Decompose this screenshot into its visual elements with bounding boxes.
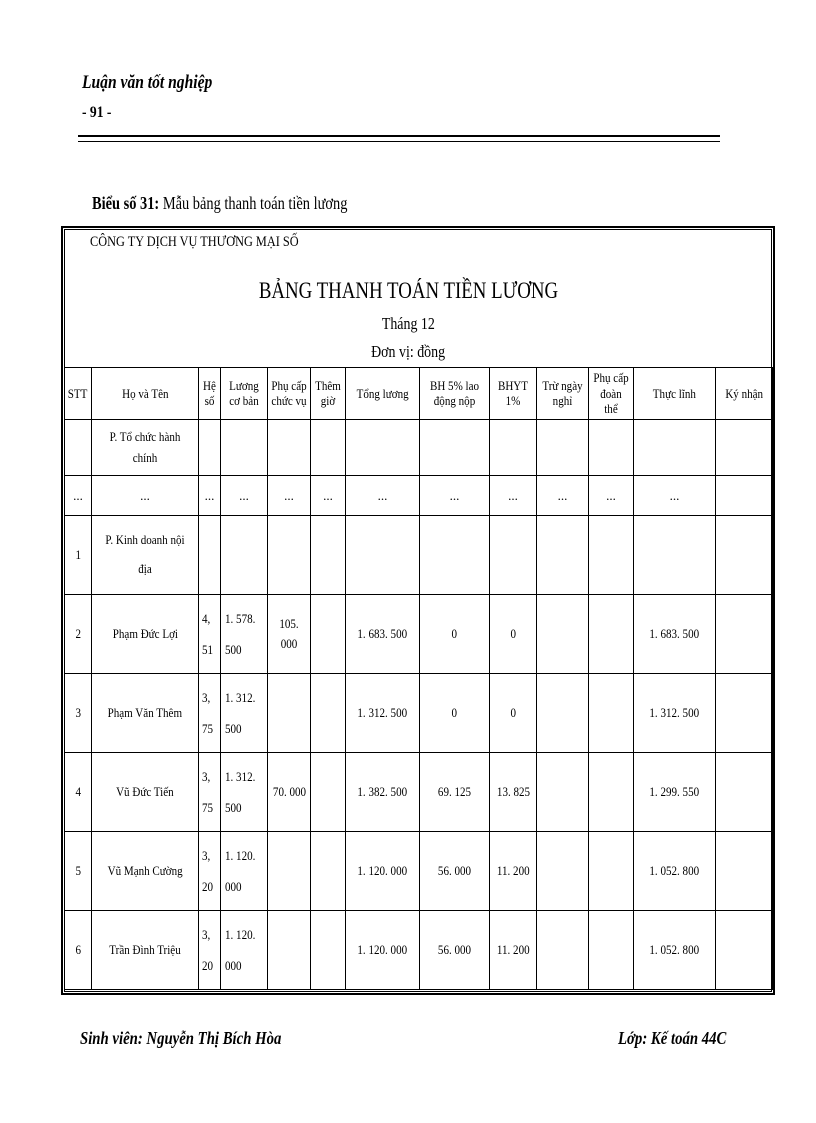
ellipsis-cell: ... (346, 476, 420, 516)
row-overtime (311, 595, 346, 674)
company-name: CÔNG TY DỊCH VỤ THƯƠNG MẠI SỐ (90, 234, 299, 250)
row-social-insurance: 69. 125 (420, 753, 490, 832)
table-row (65, 753, 773, 832)
row-social-insurance: 56. 000 (420, 911, 490, 990)
row-health-insurance: 13. 825 (490, 753, 537, 832)
row-leave-deduction (537, 832, 589, 911)
col-header: Tổng lương (346, 368, 420, 420)
form-month (0, 314, 816, 334)
row-leave-deduction (537, 911, 589, 990)
payroll-table (64, 367, 773, 990)
row-health-insurance: 0 (490, 595, 537, 674)
ellipsis-cell: ... (199, 476, 221, 516)
row-coefficient: 3, 75 (199, 753, 221, 832)
row-stt: 6 (65, 911, 92, 990)
document-header-title: Luận văn tốt nghiệp (82, 72, 213, 93)
row-coefficient: 4, 51 (199, 595, 221, 674)
row-coefficient: 3, 20 (199, 911, 221, 990)
col-header: Hệ số (199, 368, 221, 420)
row-social-insurance: 0 (420, 595, 490, 674)
header-rule-thin (78, 141, 720, 142)
page-number: - 91 - (82, 104, 112, 121)
group-stt: 1 (65, 516, 92, 595)
ellipsis-cell: ... (537, 476, 589, 516)
row-net-pay: 1. 299. 550 (634, 753, 716, 832)
ellipsis-cell: ... (589, 476, 634, 516)
row-union-allowance (589, 753, 634, 832)
row-name: Phạm Văn Thêm (92, 674, 199, 753)
row-leave-deduction (537, 674, 589, 753)
ellipsis-cell: ... (634, 476, 716, 516)
row-name: Vũ Đức Tiến (92, 753, 199, 832)
row-position-allowance: 105. 000 (268, 595, 311, 674)
row-union-allowance (589, 832, 634, 911)
col-header: BHYT 1% (490, 368, 537, 420)
row-stt: 2 (65, 595, 92, 674)
row-coefficient: 3, 20 (199, 832, 221, 911)
row-total-salary: 1. 120. 000 (346, 832, 420, 911)
form-title-text: BẢNG THANH TOÁN TIỀN LƯƠNG (258, 278, 558, 303)
row-health-insurance: 11. 200 (490, 911, 537, 990)
col-header: Thêm giờ (311, 368, 346, 420)
row-overtime (311, 753, 346, 832)
ellipsis-cell: ... (92, 476, 199, 516)
col-header: Thực lĩnh (634, 368, 716, 420)
currency-unit (0, 342, 816, 362)
row-total-salary: 1. 312. 500 (346, 674, 420, 753)
row-total-salary: 1. 120. 000 (346, 911, 420, 990)
ellipsis-cell: ... (268, 476, 311, 516)
row-overtime (311, 674, 346, 753)
row-union-allowance (589, 911, 634, 990)
row-net-pay: 1. 683. 500 (634, 595, 716, 674)
table-row (65, 595, 773, 674)
col-header: Trừ ngày nghỉ (537, 368, 589, 420)
row-overtime (311, 911, 346, 990)
row-name: Trần Đình Triệu (92, 911, 199, 990)
group-row-admin (65, 420, 773, 476)
row-name: Vũ Mạnh Cường (92, 832, 199, 911)
row-coefficient: 3, 75 (199, 674, 221, 753)
table-row (65, 832, 773, 911)
col-header: Phụ cấp đoàn thể (589, 368, 634, 420)
group-row-sales (65, 516, 773, 595)
row-signature (716, 595, 773, 674)
group-label: P. Tổ chức hành chính (92, 420, 199, 476)
currency-unit-text: Đơn vị: đồng (371, 342, 445, 361)
row-union-allowance (589, 674, 634, 753)
row-stt: 4 (65, 753, 92, 832)
row-signature (716, 911, 773, 990)
row-total-salary: 1. 382. 500 (346, 753, 420, 832)
row-stt: 3 (65, 674, 92, 753)
row-base-salary: 1. 312. 500 (221, 753, 268, 832)
row-base-salary: 1. 312. 500 (221, 674, 268, 753)
row-position-allowance (268, 832, 311, 911)
table-row (65, 674, 773, 753)
ellipsis-cell: ... (65, 476, 92, 516)
row-signature (716, 832, 773, 911)
row-net-pay: 1. 052. 800 (634, 911, 716, 990)
row-position-allowance: 70. 000 (268, 753, 311, 832)
ellipsis-cell: ... (221, 476, 268, 516)
ellipsis-cell: ... (311, 476, 346, 516)
row-net-pay: 1. 052. 800 (634, 832, 716, 911)
row-social-insurance: 0 (420, 674, 490, 753)
row-overtime (311, 832, 346, 911)
footer-class: Lớp: Kế toán 44C (618, 1028, 727, 1048)
row-name: Phạm Đức Lợi (92, 595, 199, 674)
table-header-row (65, 368, 773, 420)
header-rule-thick (78, 135, 720, 137)
col-header: Phụ cấp chức vụ (268, 368, 311, 420)
employee-rows (65, 595, 773, 990)
footer-student: Sinh viên: Nguyễn Thị Bích Hòa (80, 1028, 282, 1048)
row-health-insurance: 11. 200 (490, 832, 537, 911)
row-base-salary: 1. 120. 000 (221, 911, 268, 990)
row-net-pay: 1. 312. 500 (634, 674, 716, 753)
figure-caption (92, 193, 347, 214)
form-title (0, 278, 816, 304)
col-header: Lương cơ bản (221, 368, 268, 420)
row-total-salary: 1. 683. 500 (346, 595, 420, 674)
col-header: Họ và Tên (92, 368, 199, 420)
col-header: BH 5% lao động nộp (420, 368, 490, 420)
ellipsis-cell: ... (420, 476, 490, 516)
form-month-text: Tháng 12 (381, 314, 435, 333)
row-stt: 5 (65, 832, 92, 911)
row-leave-deduction (537, 595, 589, 674)
row-base-salary: 1. 578. 500 (221, 595, 268, 674)
col-header: STT (65, 368, 92, 420)
row-signature (716, 674, 773, 753)
ellipsis-row (65, 476, 773, 516)
row-health-insurance: 0 (490, 674, 537, 753)
caption-label: Biểu số 31: (92, 193, 160, 213)
row-position-allowance (268, 911, 311, 990)
row-union-allowance (589, 595, 634, 674)
row-signature (716, 753, 773, 832)
caption-text: Mẫu bảng thanh toán tiền lương (159, 193, 348, 213)
row-base-salary: 1. 120. 000 (221, 832, 268, 911)
row-social-insurance: 56. 000 (420, 832, 490, 911)
col-header: Ký nhận (716, 368, 773, 420)
ellipsis-cell: ... (490, 476, 537, 516)
row-position-allowance (268, 674, 311, 753)
table-row (65, 911, 773, 990)
row-leave-deduction (537, 753, 589, 832)
group-label: P. Kinh doanh nội địa (92, 516, 199, 595)
